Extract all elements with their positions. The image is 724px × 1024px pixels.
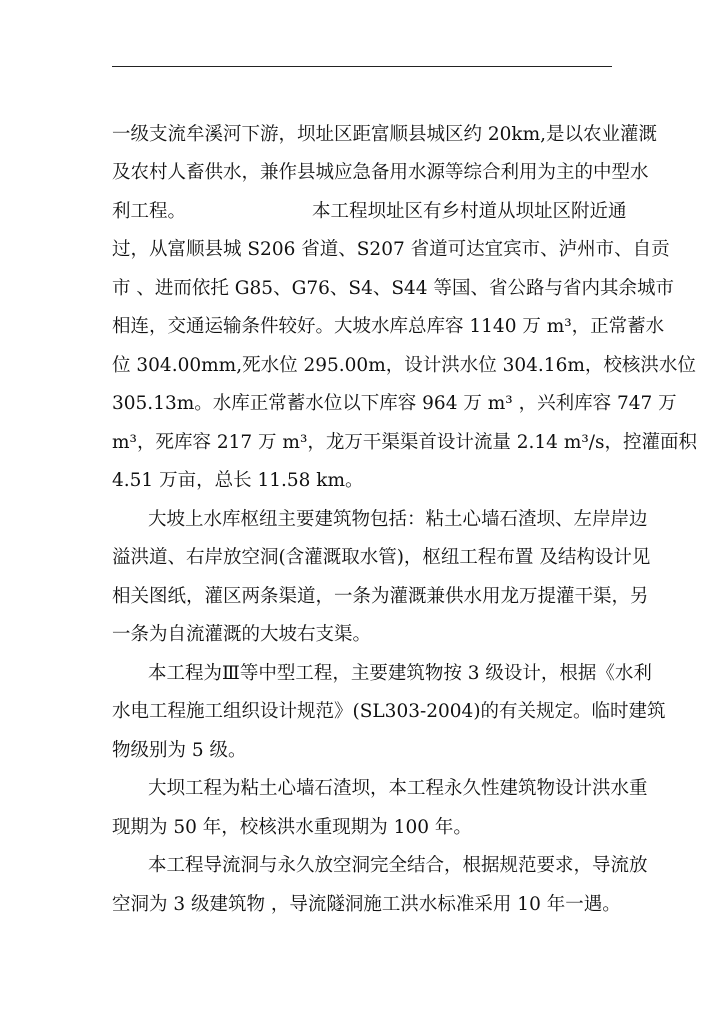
- paragraph-first-line: 本工程导流洞与永久放空洞完全结合，根据规范要求，导流放: [148, 855, 648, 876]
- paragraph-first-line: 大坡上水库枢纽主要建筑物包括：粘土心墙石渣坝、左岸岸边: [148, 509, 648, 530]
- text-fragment: 本工程坝址区有乡村道从坝址区附近通: [312, 201, 627, 222]
- text-line: 位 304.00mm,死水位 295.00m，设计洪水位 304.16m，校核洪水位: [112, 355, 696, 376]
- text-line: 物级别为 5 级。: [112, 740, 247, 761]
- text-line: 一级支流牟溪河下游，坝址区距富顺县城区约 20km,是以农业灌溉: [112, 124, 658, 145]
- text-line-with-gap: [112, 195, 627, 229]
- text-line: 水电工程施工组织设计规范》(SL303-2004)的有关规定。临时建筑: [112, 701, 666, 722]
- text-line: 4.51 万亩，总长 11.58 km。: [112, 470, 364, 491]
- text-line: 及农村人畜供水，兼作县城应急备用水源等综合利用为主的中型水: [112, 162, 649, 183]
- text-line: 溢洪道、右岸放空洞(含灌溉取水管)，枢纽工程布置 及结构设计见: [112, 547, 651, 568]
- paragraph-first-line: 本工程为Ⅲ等中型工程，主要建筑物按 3 级设计，根据《水利: [148, 663, 652, 684]
- text-line: 空洞为 3 级建筑物 ，导流隧洞施工洪水标准采用 10 年一遇。: [112, 894, 621, 915]
- text-line: 305.13m。水库正常蓄水位以下库容 964 万 m³ ，兴利库容 747 万: [112, 393, 677, 414]
- header-rule: [112, 66, 612, 67]
- text-line: 市 、进而依托 G85、G76、S4、S44 等国、省公路与省内其余城市: [112, 278, 674, 299]
- text-line: 相关图纸，灌区两条渠道，一条为灌溉兼供水用龙万提灌干渠，另: [112, 586, 649, 607]
- text-line: 一条为自流灌溉的大坡右支渠。: [112, 624, 372, 645]
- text-fragment: 利工程。: [112, 201, 187, 222]
- text-line: 过，从富顺县城 S206 省道、S207 省道可达宜宾市、泸州市、自贡: [112, 239, 670, 260]
- paragraph-first-line: 大坝工程为粘土心墙石渣坝，本工程永久性建筑物设计洪水重: [148, 778, 648, 799]
- text-line: m³，死库容 217 万 m³，龙万干渠渠首设计流量 2.14 m³/s，控灌面积: [112, 432, 698, 453]
- text-line: 相连，交通运输条件较好。大坡水库总库容 1140 万 m³，正常蓄水: [112, 316, 665, 337]
- text-line: 现期为 50 年，校核洪水重现期为 100 年。: [112, 817, 472, 838]
